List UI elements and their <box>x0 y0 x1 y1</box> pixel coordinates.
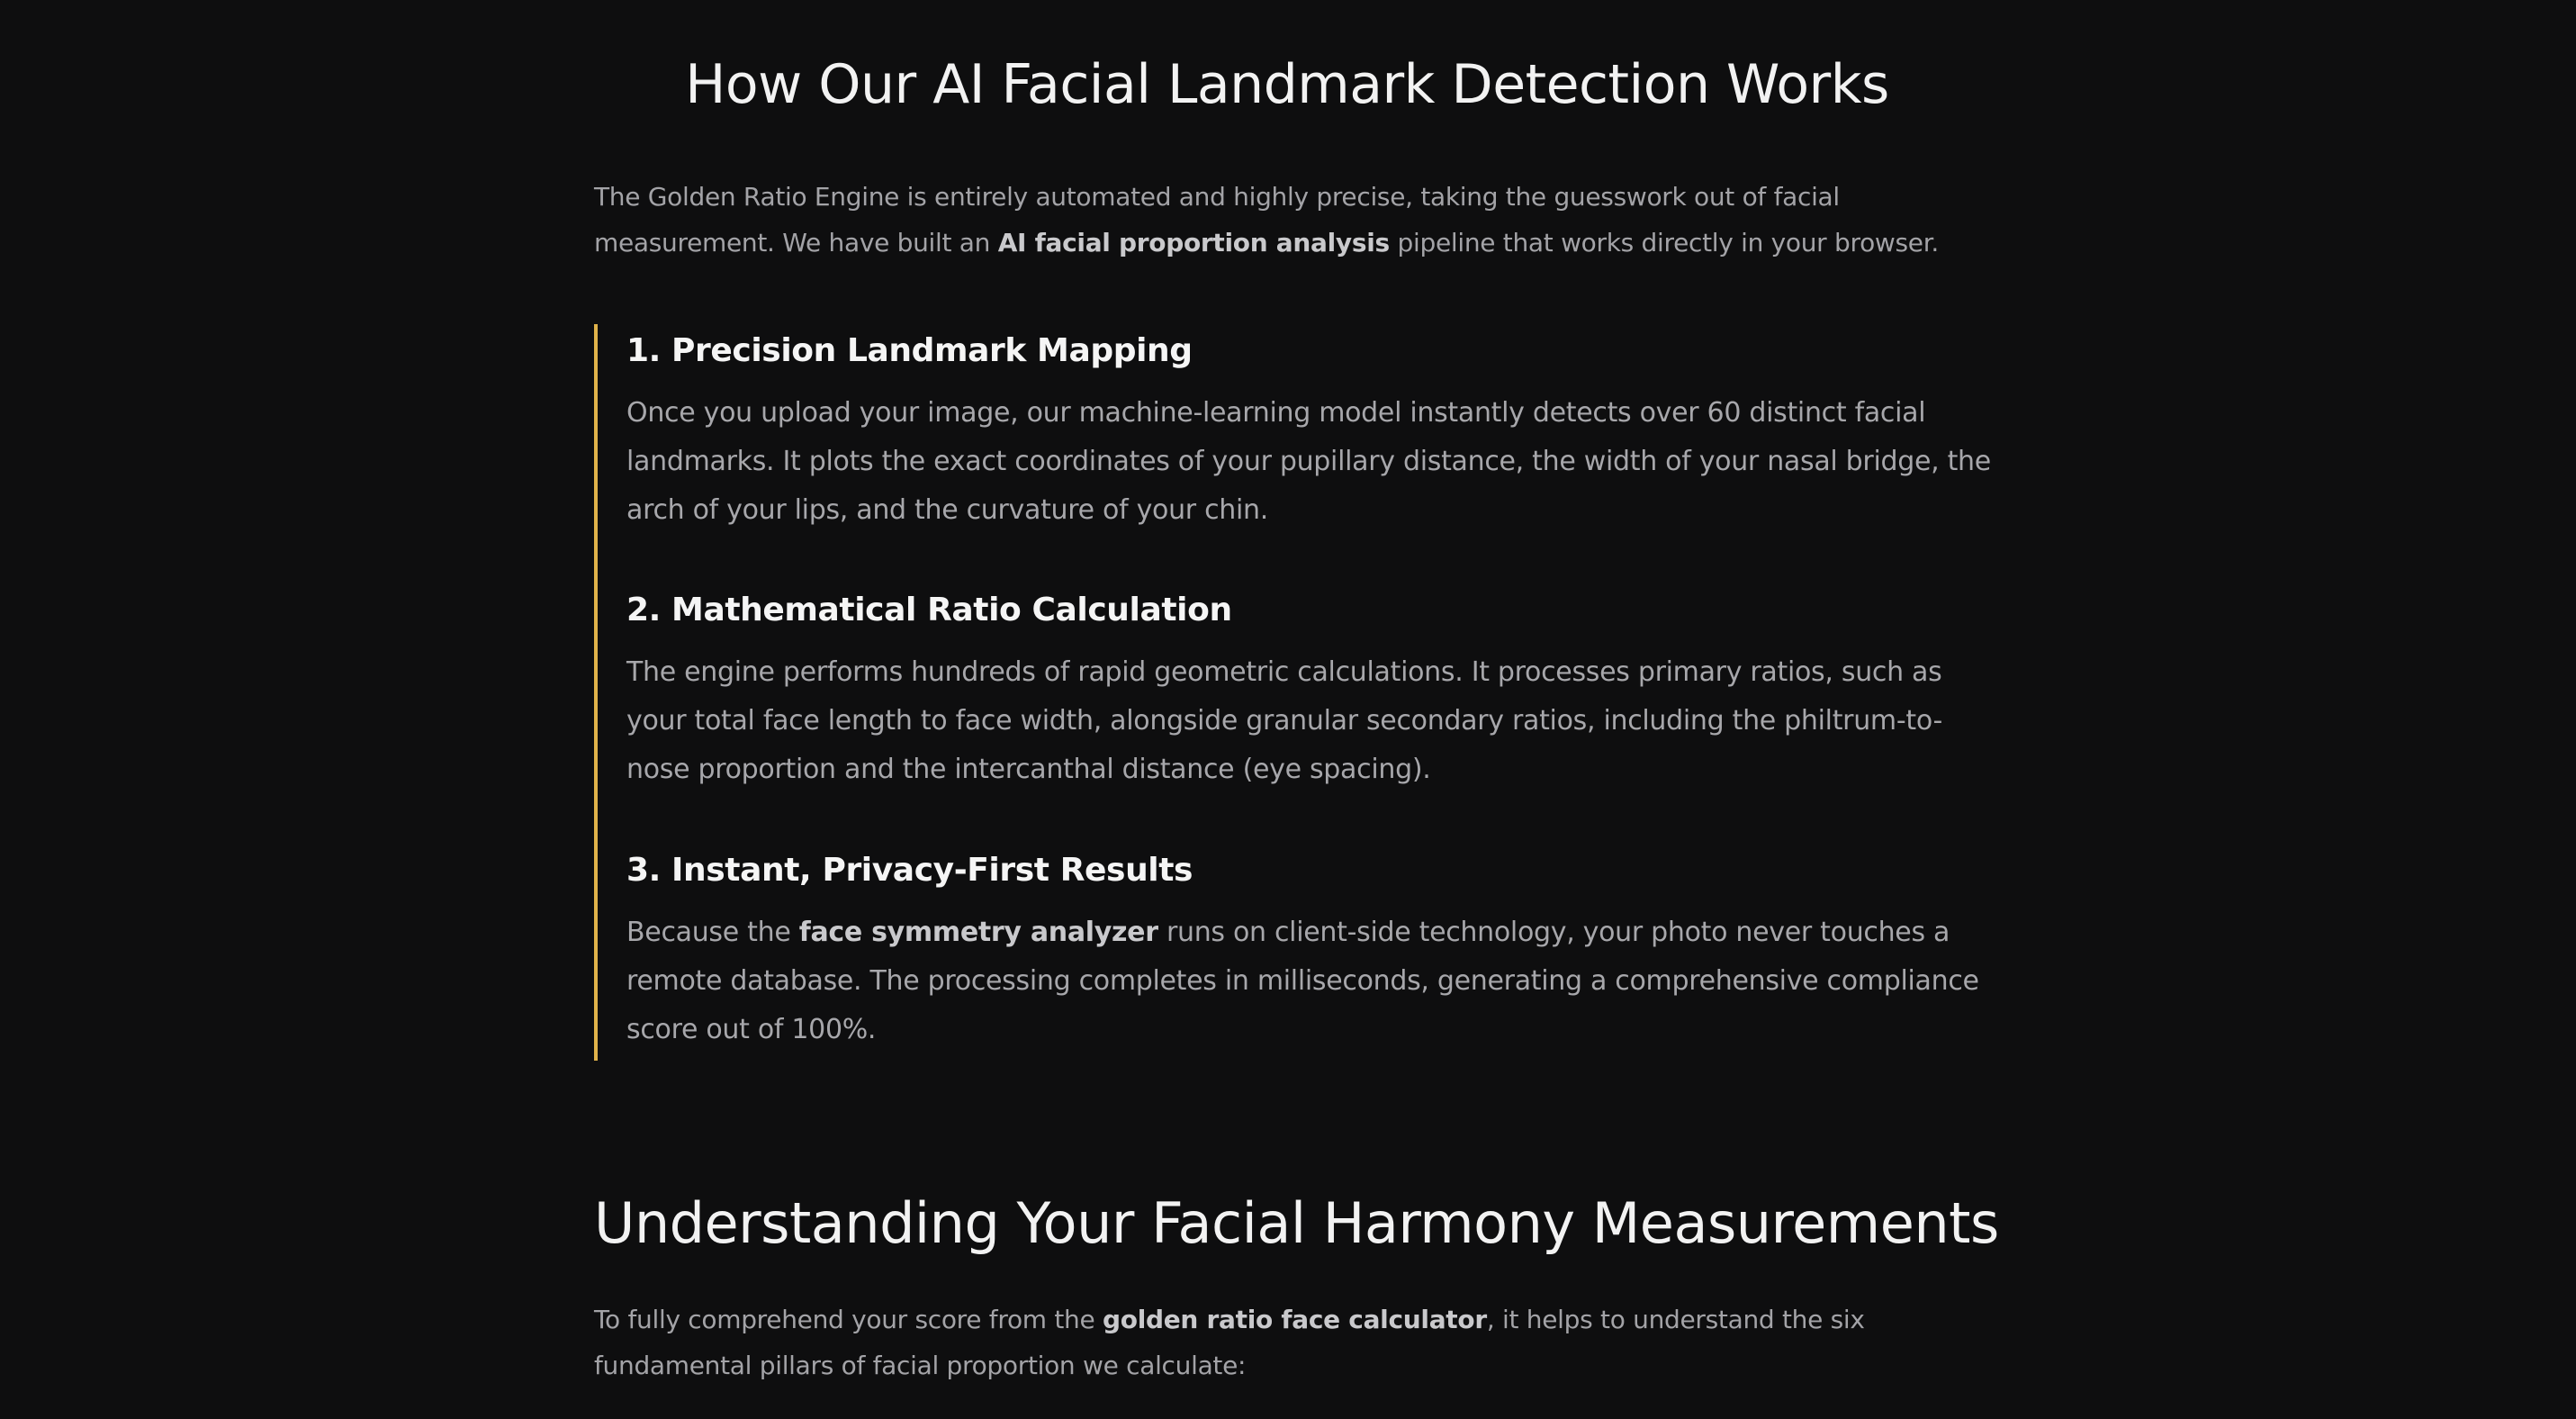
step-body-text-after: runs on client-side technology, your photo never touches a remote database. The processing completes in milliseconds, generating a comprehensive compliance score out of 100%. <box>626 917 1979 1045</box>
intro-bold-phrase: AI facial proportion analysis <box>997 228 1390 258</box>
step-heading: 3. Instant, Privacy-First Results <box>626 852 1193 889</box>
section-intro-facial-harmony <box>594 1297 1998 1388</box>
intro-text-after: pipeline that works directly in your browser. <box>1389 228 1939 258</box>
intro-bold-phrase: golden ratio face calculator <box>1103 1305 1487 1334</box>
section-title-landmark-detection: How Our AI Facial Landmark Detection Works <box>685 53 1889 116</box>
step-landmark-mapping <box>626 324 1995 535</box>
step-body <box>626 908 1995 1054</box>
intro-text-before: To fully comprehend your score from the <box>594 1305 1103 1334</box>
section-title-facial-harmony: Understanding Your Facial Harmony Measurements <box>594 1190 1999 1256</box>
section-intro-landmark-detection <box>594 174 1998 266</box>
step-privacy-results <box>626 844 1995 1054</box>
step-heading: 1. Precision Landmark Mapping <box>626 332 1193 369</box>
step-body: The engine performs hundreds of rapid geometric calculations. It processes primary ratios, such as your total face length to face width, alongside granular secondary ratios, including the philtrum-to-nose proportion and the intercanthal distance (eye spacing). <box>626 656 1942 785</box>
step-body-text-before: Because the <box>626 917 799 948</box>
steps-list <box>594 324 1991 1061</box>
step-body: Once you upload your image, our machine-learning model instantly detects over 60 distinct facial landmarks. It plots the exact coordinates of your pupillary distance, the width of your nasal bridge, the arch of your lips, and the curvature of your chin. <box>626 397 1991 526</box>
intro-text-before: The Golden Ratio Engine is entirely automated and highly precise, taking the guesswork out of facial measurement. We have built an <box>594 182 1840 258</box>
step-heading: 2. Mathematical Ratio Calculation <box>626 592 1232 628</box>
intro-text-after: , it helps to understand the six fundamental pillars of facial proportion we calculate: <box>594 1305 1865 1380</box>
step-body-bold-phrase: face symmetry analyzer <box>798 917 1158 948</box>
step-ratio-calculation <box>626 583 1995 794</box>
